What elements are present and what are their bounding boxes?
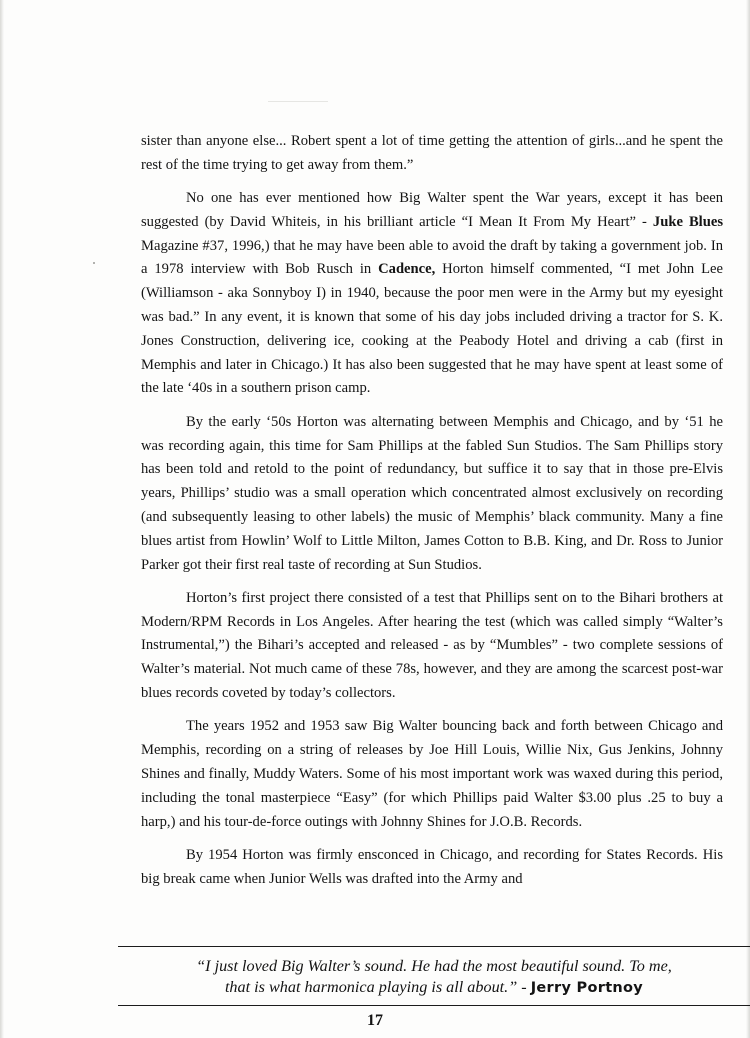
article-body <box>141 130 723 901</box>
paragraph <box>141 130 723 178</box>
scan-edge-left <box>0 0 4 1038</box>
bold-title: Cadence, <box>378 261 436 278</box>
paragraph-text: sister than anyone else... Robert spent a lot of time getting the attention of girls...and he spent the rest of the time trying to get away from them.” <box>141 133 723 173</box>
paragraph-text: No one has ever mentioned how Big Walter spent the War years, except it has been suggested (by David Whiteis, in his brilliant article “I Mean It From My Heart” - <box>141 190 723 230</box>
paragraph <box>141 411 723 578</box>
paragraph-text: Horton himself commented, “I met John Lee (Williamson - aka Sonnyboy I) in 1940, because the poor men were in the Army but my eyesight was bad.” In any event, it is known that some of his day jobs included driving a tractor for S. K. Jones Construction, delivering ice, cooking at the Peabody Hotel and driving a cab (first in Memphis and later in Chicago.) It has also been suggested that he may have spent at least some of the late ‘40s in a southern prison camp. <box>141 261 723 397</box>
paragraph-text: By 1954 Horton was firmly ensconced in Chicago, and recording for States Records. His big break came when Junior Wells was drafted into the Army and <box>141 846 723 887</box>
paragraph-text: Horton’s first project there consisted of a test that Phillips sent on to the Bihari brothers at Modern/RPM Records in Los Angeles. After hearing the test (which was called simply “Walter’s Instrumental,”) the Bihari’s accepted and released - as by “Mumbles” - two complete sessions of Walter’s material. Not much came of these 78s, however, and they are among the scarcest post-war blues records coveted by today’s collectors. <box>141 589 723 702</box>
paragraph-text: By the early ‘50s Horton was alternating between Memphis and Chicago, and by ‘51 he was recording again, this time for Sam Phillips at the fabled Sun Studios. The Sam Phillips story has been told and retold to the point of redundancy, but suffice it to say that in those pre-Elvis years, Phillips’ studio was a small operation which concentrated almost exclusively on recording (and subsequently leasing to other labels) the music of Memphis’ black community. Many a fine blues artist from Howlin’ Wolf to Little Milton, James Cotton to B.B. King, and Dr. Ross to Junior Parker got their first real taste of recording at Sun Studios. <box>141 413 723 573</box>
pull-quote-line-2-text: that is what harmonica playing is all about.” <box>224 978 518 996</box>
scan-speck <box>93 262 95 264</box>
paragraph <box>141 844 723 892</box>
pull-quote-line-2 <box>118 977 750 999</box>
paragraph-text: Magazine #37, 1996,) that he may have been able to avoid the draft by taking a government job. In a 1978 interview with Bob Rusch in <box>141 237 723 278</box>
page-number: 17 <box>367 1012 383 1029</box>
pull-quote-line-1: “I just loved Big Walter’s sound. He had the most beautiful sound. To me, <box>196 957 672 975</box>
scan-edge-right <box>746 0 750 1038</box>
paragraph-text: The years 1952 and 1953 saw Big Walter bouncing back and forth between Chicago and Memphis, recording on a string of releases by Joe Hill Louis, Willie Nix, Gus Jenkins, Johnny Shines and finally, Muddy Waters. Some of his most important work was waxed during this period, including the tonal masterpiece “Easy” (for which Phillips paid Walter $3.00 plus .25 to buy a harp,) and his tour-de-force outings with Johnny Shines for J.O.B. Records. <box>141 718 723 830</box>
paragraph <box>141 187 723 401</box>
pull-quote <box>118 946 750 1006</box>
paragraph <box>141 715 723 834</box>
scan-speck <box>268 101 328 102</box>
bold-title: Juke Blues <box>652 213 724 230</box>
pull-quote-attribution: Jerry Portnoy <box>530 980 644 996</box>
pull-quote-dash: - <box>517 978 531 996</box>
paragraph <box>141 587 723 706</box>
